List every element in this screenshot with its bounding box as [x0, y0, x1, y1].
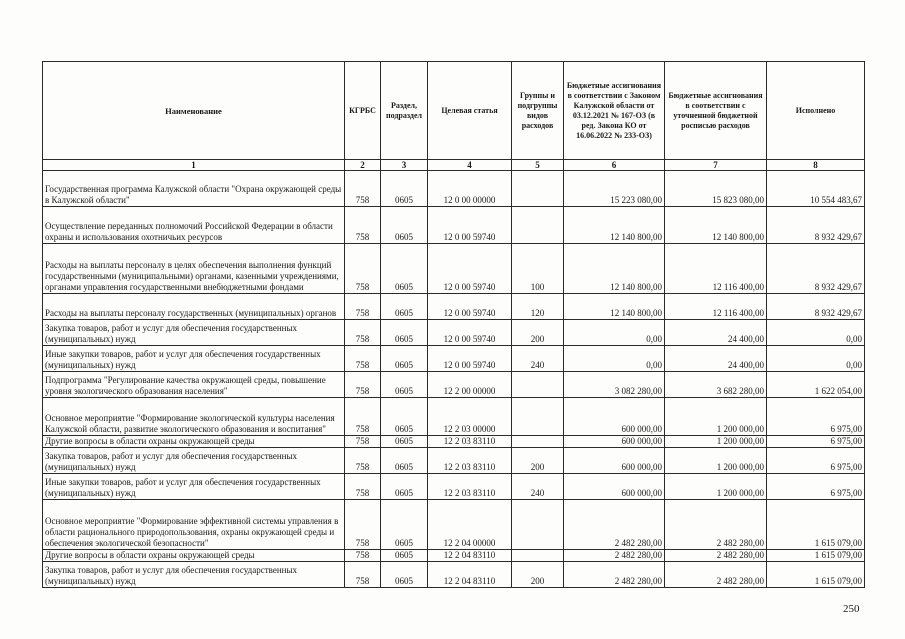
- row-budget-law: 600 000,00: [564, 436, 665, 448]
- row-kgrbs: 758: [345, 398, 381, 436]
- table-row: [43, 320, 865, 346]
- row-name: Государственная программа Калужской области "Охрана окружающей среды в Калужской области": [43, 171, 345, 207]
- row-target: 12 2 04 83110: [428, 550, 512, 562]
- table-row: [43, 500, 865, 550]
- header-row: [43, 62, 865, 160]
- table-row: [43, 294, 865, 320]
- row-name: Расходы на выплаты персоналу государственных (муниципальных) органов: [43, 294, 345, 320]
- row-budget-refined: 1 200 000,00: [665, 474, 767, 500]
- row-budget-law: 600 000,00: [564, 448, 665, 474]
- row-kgrbs: 758: [345, 346, 381, 372]
- row-budget-refined: 1 200 000,00: [665, 448, 767, 474]
- row-target: 12 2 03 83110: [428, 448, 512, 474]
- row-name: Закупка товаров, работ и услуг для обеспечения государственных (муниципальных) нужд: [43, 320, 345, 346]
- row-executed: 6 975,00: [767, 398, 865, 436]
- row-target: 12 2 04 00000: [428, 500, 512, 550]
- row-budget-law: 12 140 800,00: [564, 294, 665, 320]
- row-group: 240: [512, 474, 564, 500]
- row-section: 0605: [381, 436, 428, 448]
- row-section: 0605: [381, 550, 428, 562]
- column-number-row: [43, 160, 865, 171]
- row-name: Расходы на выплаты персоналу в целях обеспечения выполнения функций государственными (муниципальными) органами, казенными учреждениями, органами управления государственными внебюджетными фондами: [43, 244, 345, 294]
- row-executed: 0,00: [767, 346, 865, 372]
- row-group: [512, 500, 564, 550]
- budget-execution-table: [42, 61, 865, 588]
- row-budget-refined: 15 823 080,00: [665, 171, 767, 207]
- table-row: [43, 436, 865, 448]
- header-budget-law: Бюджетные ассигнования в соответствии с Законом Калужской области от 03.12.2021 № 167-ОЗ (в ред. Закона КО от 16.06.2022 № 233-ОЗ): [564, 62, 665, 160]
- row-budget-law: 0,00: [564, 346, 665, 372]
- row-executed: 10 554 483,67: [767, 171, 865, 207]
- row-executed: 6 975,00: [767, 474, 865, 500]
- column-number: 5: [512, 160, 564, 171]
- row-group: 100: [512, 244, 564, 294]
- table-row: [43, 562, 865, 588]
- row-section: 0605: [381, 346, 428, 372]
- column-number: 3: [381, 160, 428, 171]
- row-group: 200: [512, 320, 564, 346]
- row-section: 0605: [381, 448, 428, 474]
- row-budget-law: 3 082 280,00: [564, 372, 665, 398]
- header-name: Наименование: [43, 62, 345, 160]
- row-group: [512, 171, 564, 207]
- row-name: Осуществление переданных полномочий Российской Федерации в области охраны и использования охотничьих ресурсов: [43, 207, 345, 244]
- row-executed: 1 615 079,00: [767, 500, 865, 550]
- header-target: Целевая статья: [428, 62, 512, 160]
- row-section: 0605: [381, 500, 428, 550]
- row-executed: 1 615 079,00: [767, 562, 865, 588]
- table-row: [43, 207, 865, 244]
- header-executed: Исполнено: [767, 62, 865, 160]
- row-budget-refined: 3 682 280,00: [665, 372, 767, 398]
- row-budget-law: 12 140 800,00: [564, 244, 665, 294]
- row-group: 200: [512, 448, 564, 474]
- row-name: Основное мероприятие "Формирование эффективной системы управления в области рационального природопользования, охраны окружающей среды и обеспечения экологической безопасности": [43, 500, 345, 550]
- row-budget-law: 600 000,00: [564, 398, 665, 436]
- row-group: 200: [512, 562, 564, 588]
- row-budget-refined: 2 482 280,00: [665, 500, 767, 550]
- row-kgrbs: 758: [345, 171, 381, 207]
- row-kgrbs: 758: [345, 474, 381, 500]
- row-kgrbs: 758: [345, 436, 381, 448]
- row-executed: 8 932 429,67: [767, 244, 865, 294]
- header-groups: Группы и подгруппы видов расходов: [512, 62, 564, 160]
- row-executed: 0,00: [767, 320, 865, 346]
- row-budget-law: 2 482 280,00: [564, 562, 665, 588]
- row-executed: 8 932 429,67: [767, 294, 865, 320]
- row-kgrbs: 758: [345, 448, 381, 474]
- column-number: 2: [345, 160, 381, 171]
- row-target: 12 2 00 00000: [428, 372, 512, 398]
- header-budget-refined: Бюджетные ассигнования в соответствии с уточненной бюджетной росписью расходов: [665, 62, 767, 160]
- row-section: 0605: [381, 244, 428, 294]
- row-executed: 8 932 429,67: [767, 207, 865, 244]
- row-group: [512, 398, 564, 436]
- row-target: 12 2 03 83110: [428, 436, 512, 448]
- column-number: 1: [43, 160, 345, 171]
- row-name: Основное мероприятие "Формирование экологической культуры населения Калужской области, развитие экологического образования и воспитания": [43, 398, 345, 436]
- row-section: 0605: [381, 207, 428, 244]
- row-group: 240: [512, 346, 564, 372]
- row-name: Иные закупки товаров, работ и услуг для обеспечения государственных (муниципальных) нужд: [43, 474, 345, 500]
- row-name: Подпрограмма "Регулирование качества окружающей среды, повышение уровня экологического образования населения": [43, 372, 345, 398]
- row-kgrbs: 758: [345, 372, 381, 398]
- table-row: [43, 398, 865, 436]
- row-budget-law: 2 482 280,00: [564, 550, 665, 562]
- row-group: [512, 207, 564, 244]
- row-budget-law: 12 140 800,00: [564, 207, 665, 244]
- row-budget-law: 2 482 280,00: [564, 500, 665, 550]
- row-target: 12 0 00 00000: [428, 171, 512, 207]
- row-target: 12 0 00 59740: [428, 320, 512, 346]
- row-name: Иные закупки товаров, работ и услуг для обеспечения государственных (муниципальных) нужд: [43, 346, 345, 372]
- row-kgrbs: 758: [345, 562, 381, 588]
- row-budget-refined: 2 482 280,00: [665, 562, 767, 588]
- row-target: 12 0 00 59740: [428, 346, 512, 372]
- row-budget-law: 15 223 080,00: [564, 171, 665, 207]
- row-group: [512, 372, 564, 398]
- page-number: 250: [843, 603, 860, 615]
- row-section: 0605: [381, 320, 428, 346]
- column-number: 8: [767, 160, 865, 171]
- table-row: [43, 474, 865, 500]
- row-name: Другие вопросы в области охраны окружающей среды: [43, 436, 345, 448]
- row-target: 12 2 03 00000: [428, 398, 512, 436]
- row-kgrbs: 758: [345, 500, 381, 550]
- row-executed: 1 615 079,00: [767, 550, 865, 562]
- row-section: 0605: [381, 398, 428, 436]
- row-section: 0605: [381, 372, 428, 398]
- column-number: 6: [564, 160, 665, 171]
- table-row: [43, 550, 865, 562]
- row-budget-refined: 1 200 000,00: [665, 398, 767, 436]
- row-group: [512, 436, 564, 448]
- table-row: [43, 346, 865, 372]
- table-row: [43, 448, 865, 474]
- row-section: 0605: [381, 294, 428, 320]
- row-name: Закупка товаров, работ и услуг для обеспечения государственных (муниципальных) нужд: [43, 448, 345, 474]
- row-budget-refined: 2 482 280,00: [665, 550, 767, 562]
- header-section: Раздел, подраздел: [381, 62, 428, 160]
- row-budget-refined: 24 400,00: [665, 320, 767, 346]
- row-executed: 6 975,00: [767, 436, 865, 448]
- row-budget-refined: 12 140 800,00: [665, 207, 767, 244]
- table-row: [43, 372, 865, 398]
- row-kgrbs: 758: [345, 294, 381, 320]
- row-group: [512, 550, 564, 562]
- table-row: [43, 171, 865, 207]
- row-group: 120: [512, 294, 564, 320]
- row-budget-law: 0,00: [564, 320, 665, 346]
- column-number: 7: [665, 160, 767, 171]
- row-target: 12 0 00 59740: [428, 244, 512, 294]
- row-executed: 6 975,00: [767, 448, 865, 474]
- row-target: 12 0 00 59740: [428, 294, 512, 320]
- row-executed: 1 622 054,00: [767, 372, 865, 398]
- row-name: Закупка товаров, работ и услуг для обеспечения государственных (муниципальных) нужд: [43, 562, 345, 588]
- row-budget-law: 600 000,00: [564, 474, 665, 500]
- row-kgrbs: 758: [345, 320, 381, 346]
- row-section: 0605: [381, 171, 428, 207]
- row-budget-refined: 12 116 400,00: [665, 294, 767, 320]
- row-budget-refined: 1 200 000,00: [665, 436, 767, 448]
- column-number: 4: [428, 160, 512, 171]
- row-budget-refined: 12 116 400,00: [665, 244, 767, 294]
- row-kgrbs: 758: [345, 550, 381, 562]
- row-kgrbs: 758: [345, 244, 381, 294]
- table-row: [43, 244, 865, 294]
- row-name: Другие вопросы в области охраны окружающей среды: [43, 550, 345, 562]
- row-kgrbs: 758: [345, 207, 381, 244]
- row-target: 12 0 00 59740: [428, 207, 512, 244]
- row-budget-refined: 24 400,00: [665, 346, 767, 372]
- row-target: 12 2 04 83110: [428, 562, 512, 588]
- header-kgrbs: КГРБС: [345, 62, 381, 160]
- row-section: 0605: [381, 474, 428, 500]
- row-target: 12 2 03 83110: [428, 474, 512, 500]
- row-section: 0605: [381, 562, 428, 588]
